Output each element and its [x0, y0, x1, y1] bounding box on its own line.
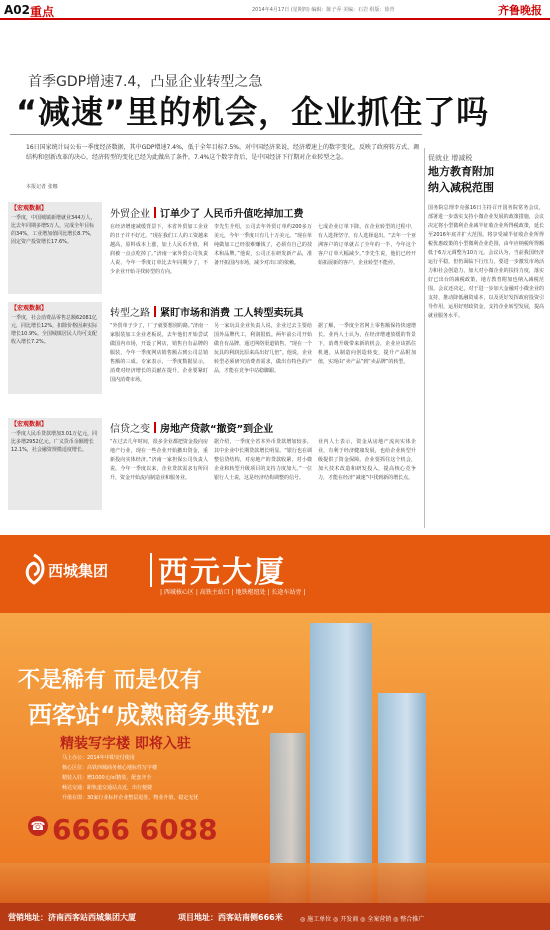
article-column: 据介绍，一季度全省本外币贷款增加较多，其中企业中长期贷款增长明显。“银行也在调整信贷结构，对房地产的贷款收紧，对小微企业和转型升级项目的支持力度加大。”一位银行人士说，这是经济结构调整的信号。 [214, 439, 312, 481]
article-column: 另一家玩具企业负责人说，企业过去主要给国外品牌代工，利润很低。两年前公司开始做自有品牌，通过网络渠道销售，“现在一个玩具的利润比原来高出好几倍”。他说，企业转型必须研究消费者需求，做出有特色的产品，才能在竞争中站稳脚跟。 [214, 323, 312, 374]
section-title: 房地产贷款“撤资”到企业 [160, 424, 274, 435]
headline-kicker: 首季GDP增速7.4，凸显企业转型之急 [28, 74, 263, 90]
project-name: 西元大厦 [158, 555, 286, 590]
fact-box-body: 一季度，中国城镇新增就业344万人，比去年同期多增5万人，完成全年目标的34%，工业增加值同比增长8.7%，固定资产投资增长17.6%。 [11, 215, 96, 245]
fact-box-body: 一季度人民币贷款增加3.01万亿元，同比多增2952亿元。广义货币余额增长12.1%，社会融资规模适度增长。 [11, 431, 98, 453]
project-address: 项目地址：西客站南侧666米 [178, 913, 283, 922]
swirl-logo-icon [20, 553, 48, 587]
main-headline: “减速”里的机会，企业抓住了吗 [16, 93, 490, 131]
skyline [0, 863, 550, 903]
location-tagline: | 西城核心区 | 高铁主站口 | 地铁枢纽处 | 长途车站旁 | [160, 589, 306, 596]
section-name: 重点 [30, 5, 55, 19]
fact-box-title: 【宏观数据】 [11, 205, 48, 212]
ad-footer [0, 903, 550, 930]
article-column: “外贸单子少了，厂子就要想别的路。”济南一家服装加工企业老板说，去年他们开始尝试做国内市场，开设了网店，销售自有品牌的服装，今年一季度网店销售额占到公司总销售额的三成。专家表示，一季度数据显示，消费对经济增长的贡献在提升，企业要紧盯国内消费市场。 [110, 323, 208, 383]
ad-info-list [62, 753, 198, 803]
sidebar-title [428, 164, 494, 196]
newspaper-logo: 齐鲁晚报 [498, 4, 542, 17]
ad-banner [0, 535, 550, 613]
article-column: 业内人士表示，资金从房地产流向实体企业，有利于经济健康发展，也给企业转型升级提供了资金保障。企业要抓住这个机会，加大技术改造和研发投入，提高核心竞争力，才能在经济“减速”中找到新的增长点。 [318, 439, 416, 481]
fact-box [8, 418, 102, 510]
fact-box [8, 302, 102, 394]
section-label: 转型之路 [110, 308, 150, 319]
page-number: A02 [4, 3, 30, 17]
article-column: 在经济增速减缓背景下，本省外贸加工企业的日子并不好过。“现在我们工人的工资越来越高，原料成本上涨，加上人民币升值，利润被一点点吃掉了。”济南一家外贸公司负责人说，今年一季度订单比去年同期少了，不少企业开始寻找转型的方向。 [110, 224, 208, 275]
divider [150, 553, 152, 587]
sidebar-title-line2: 纳入减税范围 [428, 181, 494, 194]
ad-title: 西客站“成熟商务典范” [28, 701, 276, 729]
ad-info-item: 精装入驻：赠1000元/㎡精装，配套齐全 [62, 775, 152, 781]
phone-icon: ☎ [28, 816, 48, 836]
section-heading [110, 304, 303, 319]
ad-info-item: 核心区位：高铁西城商务核心地标性写字楼 [62, 765, 158, 771]
section-heading [110, 205, 303, 220]
fact-box-title: 【宏观数据】 [11, 421, 48, 428]
fact-box [8, 202, 102, 294]
article-column: “在过去几年时间，很多企业都把资金投向房地产行业，现在一些企业开始撤出资金，重新投向实体经济。”济南一家担保公司负责人说，今年一季度以来，企业贷款需求有所回升，资金开始流向制造业和服务业。 [110, 439, 208, 481]
article-column: 李先生介绍，公司去年外贸订单约200多万美元，今年一季度只有几十万美元。“现在单纯做加工已经很难赚钱了，必须有自己的技术和品牌。”他说，公司正在研发新产品，准备开拓国内市场，减少对出口的依赖。 [214, 224, 312, 266]
column-divider [424, 148, 425, 528]
issue-meta: 2014年4月17日 (星期四) 编辑：陈子乔 美编：石岩 组版：徐青 [252, 7, 395, 13]
advertisement[interactable] [0, 535, 550, 930]
fact-box-body: 一季度，社会消费品零售总额62081亿元，同比增长12%，扣除价格因素实际增长10.9%。全国城镇居民人均可支配收入增长7.2%。 [11, 315, 98, 345]
ad-info-item: 畅达交通：距轨道交通站点近，出行便捷 [62, 785, 153, 791]
ad-info-item: 马上办公：2014年中即交付使用 [62, 755, 135, 761]
section-marker [154, 207, 156, 218]
section-label: 外贸企业 [110, 209, 150, 220]
sidebar-title-line1: 地方教育附加 [428, 165, 494, 178]
phone-number[interactable]: 6666 6088 [52, 813, 218, 846]
article-column: 据了解，一季度全省网上零售额保持快速增长。业内人士认为，在经济增速放缓的背景下，消费升级带来新的机会，企业应该抓住机遇，从制造向创造转变，提升产品附加值，实现由“卖产品”到“卖品牌”的转型。 [318, 323, 416, 365]
fact-box-title: 【宏观数据】 [11, 305, 48, 312]
ad-slogan: 不是稀有 而是仅有 [18, 668, 202, 693]
article-column: 七成企业订单下降。在企业转型的过程中，有人选择坚守，有人选择退出。“去年一个亚洲客户的订单就占了全年的一半，今年这个客户订单大幅减少。”李先生说，他们已经开始拓展新的客户，企业转型不能停。 [318, 224, 416, 266]
divider [10, 134, 422, 135]
brand-name: 西城集团 [48, 562, 109, 580]
section-marker [154, 422, 156, 433]
sidebar-kicker: 促就业 增减税 [428, 154, 473, 162]
section-heading [110, 420, 273, 435]
sales-address: 营销地址：济南西客站西城集团大厦 [8, 913, 136, 922]
ad-main [0, 613, 550, 930]
section-label: 信贷之变 [110, 424, 150, 435]
ad-subtitle: 精装写字楼 即将入驻 [60, 736, 191, 752]
section-marker [154, 306, 156, 317]
ad-info-item: 升值在即：30家行业标杆企业整层进驻，物业升值，稳定无忧 [62, 795, 199, 801]
section-title: 紧盯市场和消费 工人转型卖玩具 [160, 308, 304, 319]
partner-logos: ◎ 施工单位 ◎ 开发商 ◎ 全案营销 ◎ 整合推广 [300, 916, 425, 923]
byline: 本报记者 张娜 [26, 184, 58, 190]
section-title: 订单少了 人民币升值吃掉加工费 [160, 209, 304, 220]
lede-paragraph: 16日国家统计局公布一季度经济数据，其中GDP增速7.4%，低于全年目标7.5%。对中国经济来说，经济增速上的数字变化，反映了政府转方式、调结构和创新改革的决心，经济转型的变化已经为此做出了条件，7.4%这个数字背后，是中国经济下行期对企业转型之急。 [26, 144, 420, 161]
sidebar-body: 国务院总理李克强16日主持召开国务院常务会议，部署进一步落实支持小微企业发展的政策措施，会议决定将小型微利企业减半征收企业所得税政策，延长至2016年底并扩大范围。将享受减半征收企业所得税优惠政策的小型微利企业范围，由年应纳税所得额低于6万元调整为10万元。会议认为，当前我国经济运行平稳，但仍面临下行压力，要进一步激发市场活力和社会创造力，加大对小微企业的扶持力度，落实好已出台的减税政策，地方教育附加也纳入减税范围。会议还决定，对于进一步加大金融对小微企业的支持，推动降低融资成本，以及更好发挥政府投资引导作用，运用好财政资金，支持企业转型发展，提高就业服务水平。 [428, 205, 544, 319]
